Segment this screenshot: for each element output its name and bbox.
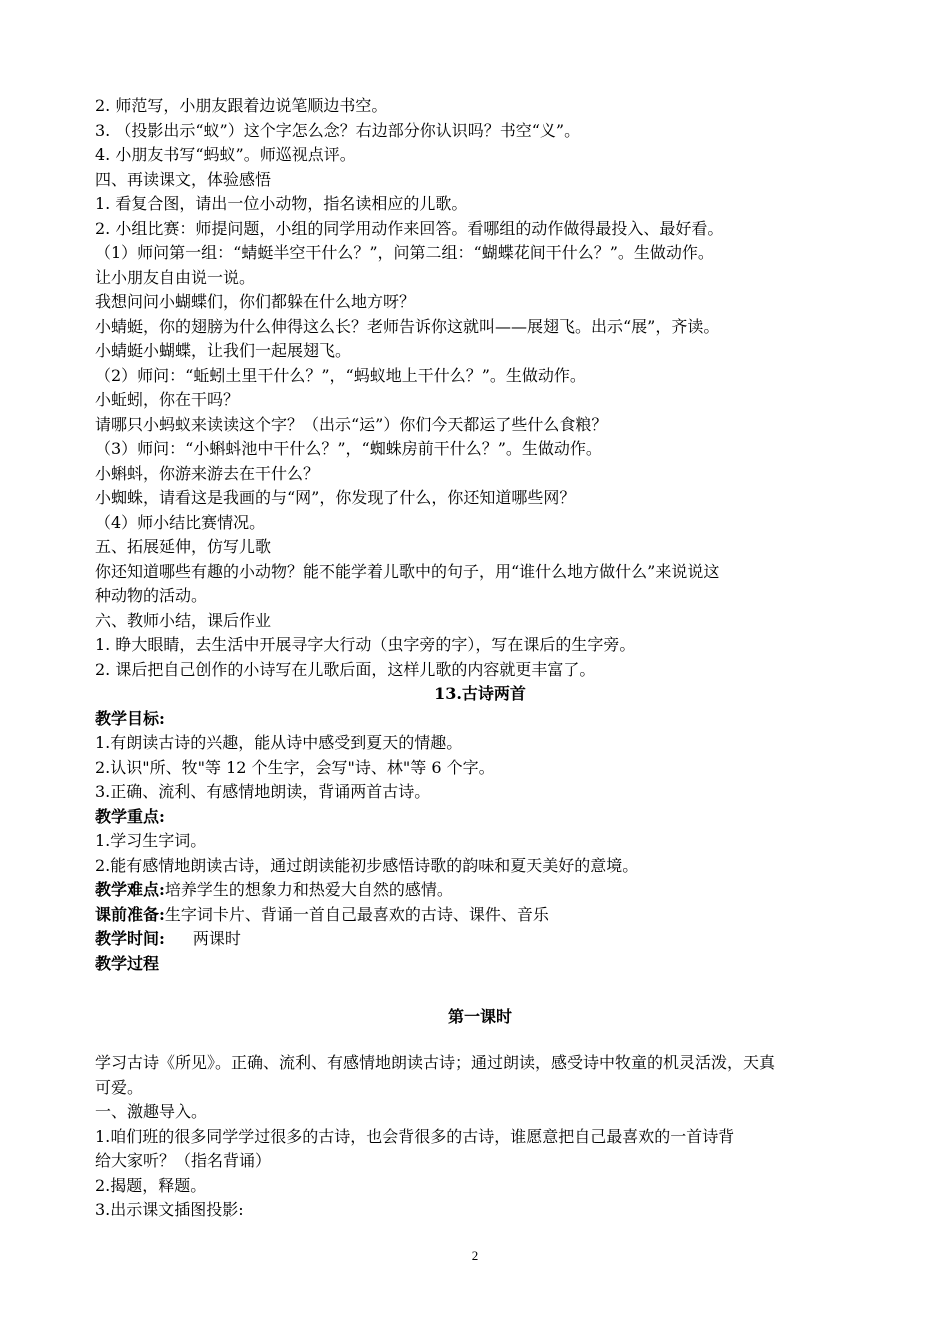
- teaching-time: [95, 927, 865, 952]
- text-line: 1. 看复合图，请出一位小动物，指名读相应的儿歌。: [95, 194, 468, 213]
- text-line: 3. （投影出示“蚁”）这个字怎么念？右边部分你认识吗？书空“义”。: [95, 120, 581, 140]
- teaching-key-points: [95, 805, 865, 879]
- goal-item: 3.正确、流利、有感情地朗读，背诵两首古诗。: [95, 782, 431, 801]
- spacer: [95, 976, 865, 1001]
- text-line: 小蜘蛛，请看这是我画的与“网”，你发现了什么，你还知道哪些网？: [95, 488, 576, 507]
- text-line: 给大家听？（指名背诵）: [95, 1151, 272, 1170]
- section-heading: 四、再读课文，体验感悟: [95, 169, 272, 189]
- goal-item: 2.认识"所、牧"等 12 个生字，会写"诗、林"等 6 个字。: [95, 757, 495, 777]
- text-line: （4）师小结比赛情况。: [95, 512, 266, 532]
- text-line: 小蜻蜓，你的翅膀为什么伸得这么长？老师告诉你这就叫——展翅飞。出示“展”，齐读。: [95, 316, 720, 336]
- text-line: （1）师问第一组：“蜻蜓半空干什么？”，问第二组：“蝴蝶花间干什么？”。生做动作。: [95, 243, 714, 262]
- text-line: 种动物的活动。: [95, 586, 208, 605]
- section-heading: 六、教师小结，课后作业: [95, 610, 272, 630]
- preparation-label: 课前准备:: [95, 904, 165, 924]
- key-point-item: 2.能有感情地朗读古诗，通过朗读能初步感悟诗歌的韵味和夏天美好的意境。: [95, 855, 639, 875]
- text-line: 2. 课后把自己创作的小诗写在儿歌后面，这样儿歌的内容就更丰富了。: [95, 659, 596, 679]
- time-label: 教学时间:: [95, 929, 165, 948]
- page-number: 2: [471, 1248, 479, 1263]
- spacer: [95, 1029, 865, 1051]
- document-page: [95, 94, 865, 1223]
- text-line: 学习古诗《所见》。正确、流利、有感情地朗读古诗；通过朗读，感受诗中牧童的机灵活泼，天真: [95, 1053, 776, 1072]
- lesson-steps-section: [95, 94, 865, 682]
- first-period-section: [95, 1051, 865, 1223]
- preparation-text: 生字词卡片、背诵一首自己最喜欢的古诗、课件、音乐: [164, 904, 549, 924]
- teaching-difficulty: [95, 878, 865, 903]
- text-line: 小蝌蚪，你游来游去在干什么？: [95, 463, 320, 483]
- goals-label: 教学目标:: [95, 708, 165, 728]
- text-line: 你还知道哪些有趣的小动物？能不能学着儿歌中的句子，用“谁什么地方做什么”来说说这: [95, 561, 720, 581]
- text-line: 2. 师范写，小朋友跟着边说笔顺边书空。: [95, 96, 388, 115]
- text-line: 小蚯蚓，你在干吗？: [95, 390, 240, 409]
- process-label: 教学过程: [95, 953, 160, 973]
- text-line: 2.揭题，释题。: [95, 1175, 207, 1195]
- text-line: （2）师问：“蚯蚓土里干什么？”，“蚂蚁地上干什么？”。生做动作。: [95, 365, 586, 385]
- goal-item: 1.有朗读古诗的兴趣，能从诗中感受到夏天的情趣。: [95, 733, 463, 752]
- lesson-title: 13.古诗两首: [434, 684, 526, 703]
- text-line: （3）师问：“小蝌蚪池中干什么？”，“蜘蛛房前干什么？”。生做动作。: [95, 439, 602, 458]
- key-point-item: 1.学习生字词。: [95, 831, 207, 850]
- text-line: 1.咱们班的很多同学学过很多的古诗，也会背很多的古诗，谁愿意把自己最喜欢的一首诗背: [95, 1126, 735, 1146]
- text-line: 我想问问小蝴蝶们，你们都躲在什么地方呀？: [95, 292, 416, 311]
- text-line: 4. 小朋友书写“蚂蚁”。师巡视点评。: [95, 145, 356, 164]
- teaching-goals: [95, 707, 865, 805]
- difficulty-text: 培养学生的想象力和热爱大自然的感情。: [164, 880, 453, 899]
- difficulty-label: 教学难点:: [95, 880, 165, 899]
- period-title: 第一课时: [447, 1006, 512, 1026]
- section-heading: 一、激趣导入。: [95, 1102, 208, 1121]
- class-preparation: [95, 903, 865, 928]
- text-line: 让小朋友自由说一说。: [95, 267, 256, 287]
- time-text: 两课时: [192, 929, 241, 948]
- text-line: 可爱。: [95, 1077, 144, 1097]
- key-points-label: 教学重点:: [95, 806, 165, 826]
- text-line: 1. 睁大眼睛，去生活中开展寻字大行动（虫字旁的字），写在课后的生字旁。: [95, 635, 636, 654]
- text-line: 小蜻蜓小蝴蝶，让我们一起展翅飞。: [95, 341, 352, 360]
- text-line: 2. 小组比赛：师提问题，小组的同学用动作来回答。看哪组的动作做得最投入、最好看。: [95, 218, 724, 238]
- section-heading: 五、拓展延伸，仿写儿歌: [95, 537, 272, 556]
- text-line: 请哪只小蚂蚁来读读这个字？（出示“运”）你们今天都运了些什么食粮？: [95, 414, 608, 434]
- text-line: 3.出示课文插图投影:: [95, 1200, 244, 1219]
